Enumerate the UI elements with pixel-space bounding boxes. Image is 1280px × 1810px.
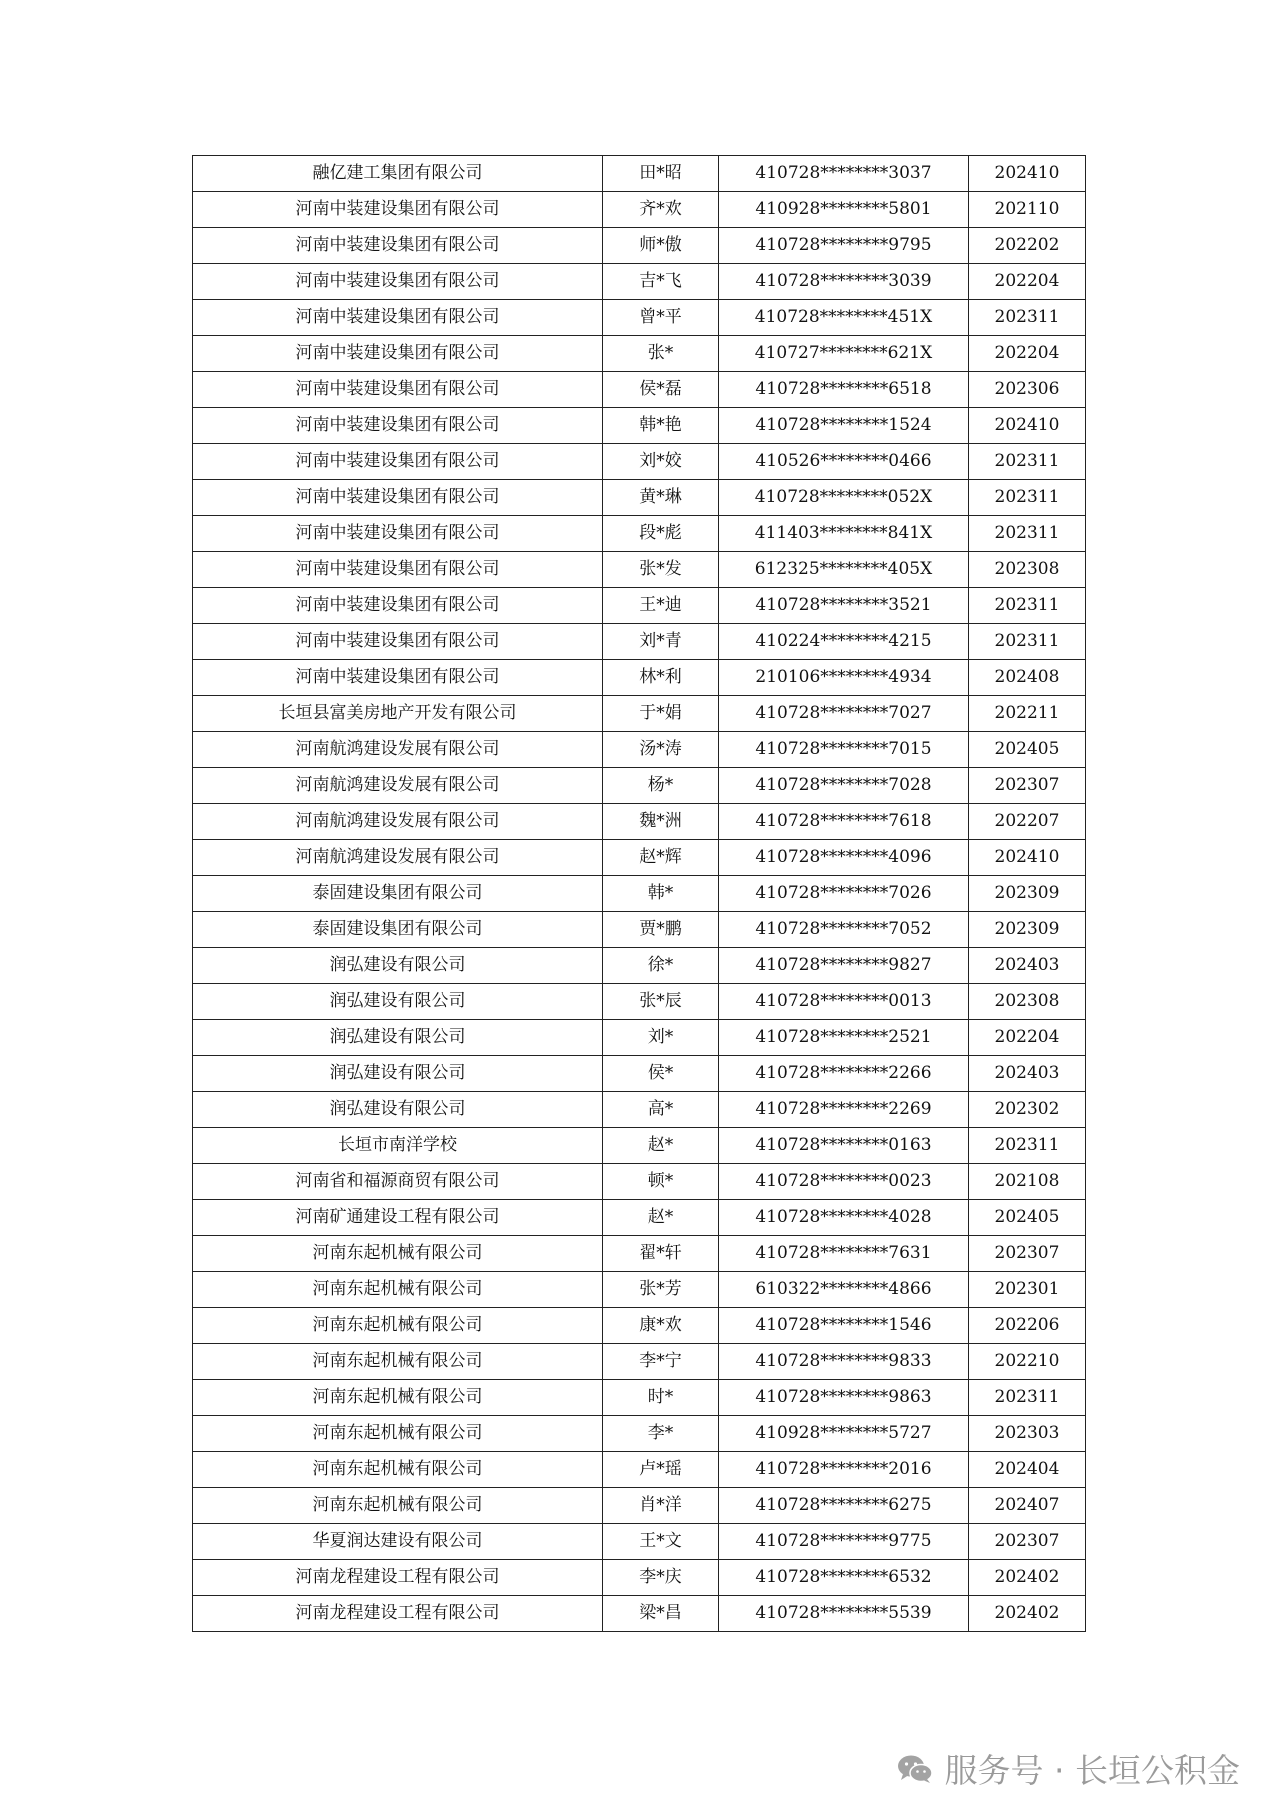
records-table-body — [193, 156, 1086, 1632]
name-cell: 赵* — [603, 1128, 719, 1164]
company-cell: 融亿建工集团有限公司 — [193, 156, 603, 192]
month-cell: 202306 — [969, 372, 1086, 408]
table-row — [193, 804, 1086, 840]
name-cell: 贾*鹏 — [603, 912, 719, 948]
name-cell: 黄*琳 — [603, 480, 719, 516]
id-number-cell: 410728********0163 — [719, 1128, 969, 1164]
month-cell: 202410 — [969, 840, 1086, 876]
id-number-cell: 410728********5539 — [719, 1596, 969, 1632]
id-number-cell: 410728********7015 — [719, 732, 969, 768]
table-row — [193, 300, 1086, 336]
name-cell: 于*娟 — [603, 696, 719, 732]
month-cell: 202211 — [969, 696, 1086, 732]
table-row — [193, 1236, 1086, 1272]
table-row — [193, 1488, 1086, 1524]
month-cell: 202311 — [969, 624, 1086, 660]
name-cell: 刘* — [603, 1020, 719, 1056]
name-cell: 段*彪 — [603, 516, 719, 552]
watermark — [897, 1745, 1240, 1792]
company-cell: 河南中装建设集团有限公司 — [193, 228, 603, 264]
month-cell: 202402 — [969, 1596, 1086, 1632]
id-number-cell: 410728********052X — [719, 480, 969, 516]
name-cell: 魏*洲 — [603, 804, 719, 840]
id-number-cell: 410728********2266 — [719, 1056, 969, 1092]
name-cell: 张*辰 — [603, 984, 719, 1020]
table-row — [193, 660, 1086, 696]
month-cell: 202410 — [969, 156, 1086, 192]
month-cell: 202403 — [969, 1056, 1086, 1092]
name-cell: 徐* — [603, 948, 719, 984]
month-cell: 202410 — [969, 408, 1086, 444]
month-cell: 202402 — [969, 1560, 1086, 1596]
company-cell: 润弘建设有限公司 — [193, 1020, 603, 1056]
company-cell: 河南中装建设集团有限公司 — [193, 660, 603, 696]
month-cell: 202206 — [969, 1308, 1086, 1344]
table-row — [193, 876, 1086, 912]
id-number-cell: 410728********6275 — [719, 1488, 969, 1524]
name-cell: 卢*瑶 — [603, 1452, 719, 1488]
company-cell: 河南东起机械有限公司 — [193, 1452, 603, 1488]
month-cell: 202301 — [969, 1272, 1086, 1308]
company-cell: 河南东起机械有限公司 — [193, 1308, 603, 1344]
table-row — [193, 192, 1086, 228]
id-number-cell: 410728********6532 — [719, 1560, 969, 1596]
company-cell: 河南航鸿建设发展有限公司 — [193, 768, 603, 804]
id-number-cell: 410728********6518 — [719, 372, 969, 408]
table-row — [193, 624, 1086, 660]
company-cell: 河南中装建设集团有限公司 — [193, 444, 603, 480]
id-number-cell: 410728********9795 — [719, 228, 969, 264]
company-cell: 河南东起机械有限公司 — [193, 1344, 603, 1380]
table-row — [193, 840, 1086, 876]
name-cell: 杨* — [603, 768, 719, 804]
company-cell: 河南龙程建设工程有限公司 — [193, 1596, 603, 1632]
table-row — [193, 264, 1086, 300]
month-cell: 202204 — [969, 1020, 1086, 1056]
table-row — [193, 336, 1086, 372]
id-number-cell: 210106********4934 — [719, 660, 969, 696]
name-cell: 齐*欢 — [603, 192, 719, 228]
table-row — [193, 1380, 1086, 1416]
id-number-cell: 410728********9863 — [719, 1380, 969, 1416]
name-cell: 田*昭 — [603, 156, 719, 192]
table-row — [193, 1020, 1086, 1056]
id-number-cell: 410728********7027 — [719, 696, 969, 732]
id-number-cell: 410728********3039 — [719, 264, 969, 300]
watermark-text: 服务号 · 长垣公积金 — [944, 1751, 1240, 1790]
name-cell: 李* — [603, 1416, 719, 1452]
name-cell: 汤*涛 — [603, 732, 719, 768]
name-cell: 李*宁 — [603, 1344, 719, 1380]
id-number-cell: 410728********7052 — [719, 912, 969, 948]
table-row — [193, 444, 1086, 480]
name-cell: 林*利 — [603, 660, 719, 696]
name-cell: 高* — [603, 1092, 719, 1128]
table-row — [193, 480, 1086, 516]
table-row — [193, 1164, 1086, 1200]
month-cell: 202307 — [969, 1236, 1086, 1272]
table-row — [193, 228, 1086, 264]
table-row — [193, 768, 1086, 804]
id-number-cell: 410727********621X — [719, 336, 969, 372]
company-cell: 长垣市南洋学校 — [193, 1128, 603, 1164]
company-cell: 河南东起机械有限公司 — [193, 1236, 603, 1272]
name-cell: 肖*洋 — [603, 1488, 719, 1524]
month-cell: 202403 — [969, 948, 1086, 984]
name-cell: 侯*磊 — [603, 372, 719, 408]
name-cell: 曾*平 — [603, 300, 719, 336]
month-cell: 202404 — [969, 1452, 1086, 1488]
month-cell: 202309 — [969, 876, 1086, 912]
wechat-icon — [897, 1754, 933, 1784]
company-cell: 华夏润达建设有限公司 — [193, 1524, 603, 1560]
table-row — [193, 1308, 1086, 1344]
name-cell: 侯* — [603, 1056, 719, 1092]
id-number-cell: 410526********0466 — [719, 444, 969, 480]
name-cell: 师*傲 — [603, 228, 719, 264]
table-row — [193, 1596, 1086, 1632]
table-row — [193, 1344, 1086, 1380]
id-number-cell: 410728********3037 — [719, 156, 969, 192]
name-cell: 刘*青 — [603, 624, 719, 660]
company-cell: 河南中装建设集团有限公司 — [193, 300, 603, 336]
month-cell: 202210 — [969, 1344, 1086, 1380]
id-number-cell: 410728********9833 — [719, 1344, 969, 1380]
company-cell: 河南东起机械有限公司 — [193, 1488, 603, 1524]
name-cell: 康*欢 — [603, 1308, 719, 1344]
month-cell: 202311 — [969, 444, 1086, 480]
table-row — [193, 408, 1086, 444]
company-cell: 泰固建设集团有限公司 — [193, 876, 603, 912]
id-number-cell: 410728********1524 — [719, 408, 969, 444]
month-cell: 202307 — [969, 768, 1086, 804]
id-number-cell: 612325********405X — [719, 552, 969, 588]
company-cell: 河南航鸿建设发展有限公司 — [193, 840, 603, 876]
name-cell: 张*芳 — [603, 1272, 719, 1308]
company-cell: 润弘建设有限公司 — [193, 984, 603, 1020]
month-cell: 202204 — [969, 264, 1086, 300]
company-cell: 河南龙程建设工程有限公司 — [193, 1560, 603, 1596]
name-cell: 张* — [603, 336, 719, 372]
id-number-cell: 410728********3521 — [719, 588, 969, 624]
id-number-cell: 410728********0023 — [719, 1164, 969, 1200]
company-cell: 河南中装建设集团有限公司 — [193, 552, 603, 588]
company-cell: 河南东起机械有限公司 — [193, 1272, 603, 1308]
table-row — [193, 1092, 1086, 1128]
table-row — [193, 696, 1086, 732]
month-cell: 202311 — [969, 1128, 1086, 1164]
table-row — [193, 984, 1086, 1020]
table-row — [193, 948, 1086, 984]
company-cell: 河南矿通建设工程有限公司 — [193, 1200, 603, 1236]
id-number-cell: 410728********9775 — [719, 1524, 969, 1560]
month-cell: 202108 — [969, 1164, 1086, 1200]
month-cell: 202308 — [969, 984, 1086, 1020]
table-row — [193, 552, 1086, 588]
company-cell: 河南中装建设集团有限公司 — [193, 588, 603, 624]
name-cell: 王*迪 — [603, 588, 719, 624]
month-cell: 202407 — [969, 1488, 1086, 1524]
id-number-cell: 411403********841X — [719, 516, 969, 552]
month-cell: 202408 — [969, 660, 1086, 696]
records-table — [192, 155, 1086, 1632]
id-number-cell: 410728********451X — [719, 300, 969, 336]
table-row — [193, 1452, 1086, 1488]
id-number-cell: 410728********2016 — [719, 1452, 969, 1488]
company-cell: 润弘建设有限公司 — [193, 1056, 603, 1092]
table-row — [193, 732, 1086, 768]
id-number-cell: 410728********4096 — [719, 840, 969, 876]
month-cell: 202303 — [969, 1416, 1086, 1452]
id-number-cell: 410728********7618 — [719, 804, 969, 840]
month-cell: 202405 — [969, 1200, 1086, 1236]
company-cell: 河南中装建设集团有限公司 — [193, 372, 603, 408]
company-cell: 河南中装建设集团有限公司 — [193, 192, 603, 228]
name-cell: 时* — [603, 1380, 719, 1416]
id-number-cell: 410224********4215 — [719, 624, 969, 660]
month-cell: 202207 — [969, 804, 1086, 840]
name-cell: 顿* — [603, 1164, 719, 1200]
name-cell: 张*发 — [603, 552, 719, 588]
name-cell: 李*庆 — [603, 1560, 719, 1596]
month-cell: 202311 — [969, 516, 1086, 552]
company-cell: 润弘建设有限公司 — [193, 1092, 603, 1128]
month-cell: 202311 — [969, 300, 1086, 336]
company-cell: 河南航鸿建设发展有限公司 — [193, 804, 603, 840]
id-number-cell: 610322********4866 — [719, 1272, 969, 1308]
company-cell: 河南航鸿建设发展有限公司 — [193, 732, 603, 768]
table-row — [193, 588, 1086, 624]
id-number-cell: 410728********4028 — [719, 1200, 969, 1236]
name-cell: 翟*轩 — [603, 1236, 719, 1272]
id-number-cell: 410728********7026 — [719, 876, 969, 912]
company-cell: 河南中装建设集团有限公司 — [193, 336, 603, 372]
name-cell: 梁*昌 — [603, 1596, 719, 1632]
month-cell: 202309 — [969, 912, 1086, 948]
month-cell: 202307 — [969, 1524, 1086, 1560]
month-cell: 202308 — [969, 552, 1086, 588]
month-cell: 202311 — [969, 1380, 1086, 1416]
table-row — [193, 912, 1086, 948]
company-cell: 河南省和福源商贸有限公司 — [193, 1164, 603, 1200]
id-number-cell: 410728********1546 — [719, 1308, 969, 1344]
name-cell: 吉*飞 — [603, 264, 719, 300]
id-number-cell: 410728********7028 — [719, 768, 969, 804]
table-row — [193, 372, 1086, 408]
company-cell: 长垣县富美房地产开发有限公司 — [193, 696, 603, 732]
name-cell: 赵* — [603, 1200, 719, 1236]
table-row — [193, 1200, 1086, 1236]
table-row — [193, 1056, 1086, 1092]
company-cell: 河南中装建设集团有限公司 — [193, 624, 603, 660]
id-number-cell: 410728********2521 — [719, 1020, 969, 1056]
name-cell: 赵*辉 — [603, 840, 719, 876]
month-cell: 202311 — [969, 480, 1086, 516]
company-cell: 河南东起机械有限公司 — [193, 1416, 603, 1452]
id-number-cell: 410728********7631 — [719, 1236, 969, 1272]
table-row — [193, 156, 1086, 192]
name-cell: 王*文 — [603, 1524, 719, 1560]
month-cell: 202302 — [969, 1092, 1086, 1128]
company-cell: 河南中装建设集团有限公司 — [193, 516, 603, 552]
id-number-cell: 410728********0013 — [719, 984, 969, 1020]
table-row — [193, 1416, 1086, 1452]
table-row — [193, 516, 1086, 552]
name-cell: 韩*艳 — [603, 408, 719, 444]
company-cell: 河南中装建设集团有限公司 — [193, 408, 603, 444]
id-number-cell: 410928********5727 — [719, 1416, 969, 1452]
company-cell: 泰固建设集团有限公司 — [193, 912, 603, 948]
table-row — [193, 1524, 1086, 1560]
company-cell: 河南中装建设集团有限公司 — [193, 264, 603, 300]
month-cell: 202405 — [969, 732, 1086, 768]
company-cell: 润弘建设有限公司 — [193, 948, 603, 984]
table-row — [193, 1560, 1086, 1596]
name-cell: 韩* — [603, 876, 719, 912]
table-row — [193, 1128, 1086, 1164]
id-number-cell: 410728********2269 — [719, 1092, 969, 1128]
company-cell: 河南东起机械有限公司 — [193, 1380, 603, 1416]
table-row — [193, 1272, 1086, 1308]
month-cell: 202110 — [969, 192, 1086, 228]
id-number-cell: 410928********5801 — [719, 192, 969, 228]
month-cell: 202311 — [969, 588, 1086, 624]
company-cell: 河南中装建设集团有限公司 — [193, 480, 603, 516]
month-cell: 202204 — [969, 336, 1086, 372]
id-number-cell: 410728********9827 — [719, 948, 969, 984]
name-cell: 刘*姣 — [603, 444, 719, 480]
month-cell: 202202 — [969, 228, 1086, 264]
